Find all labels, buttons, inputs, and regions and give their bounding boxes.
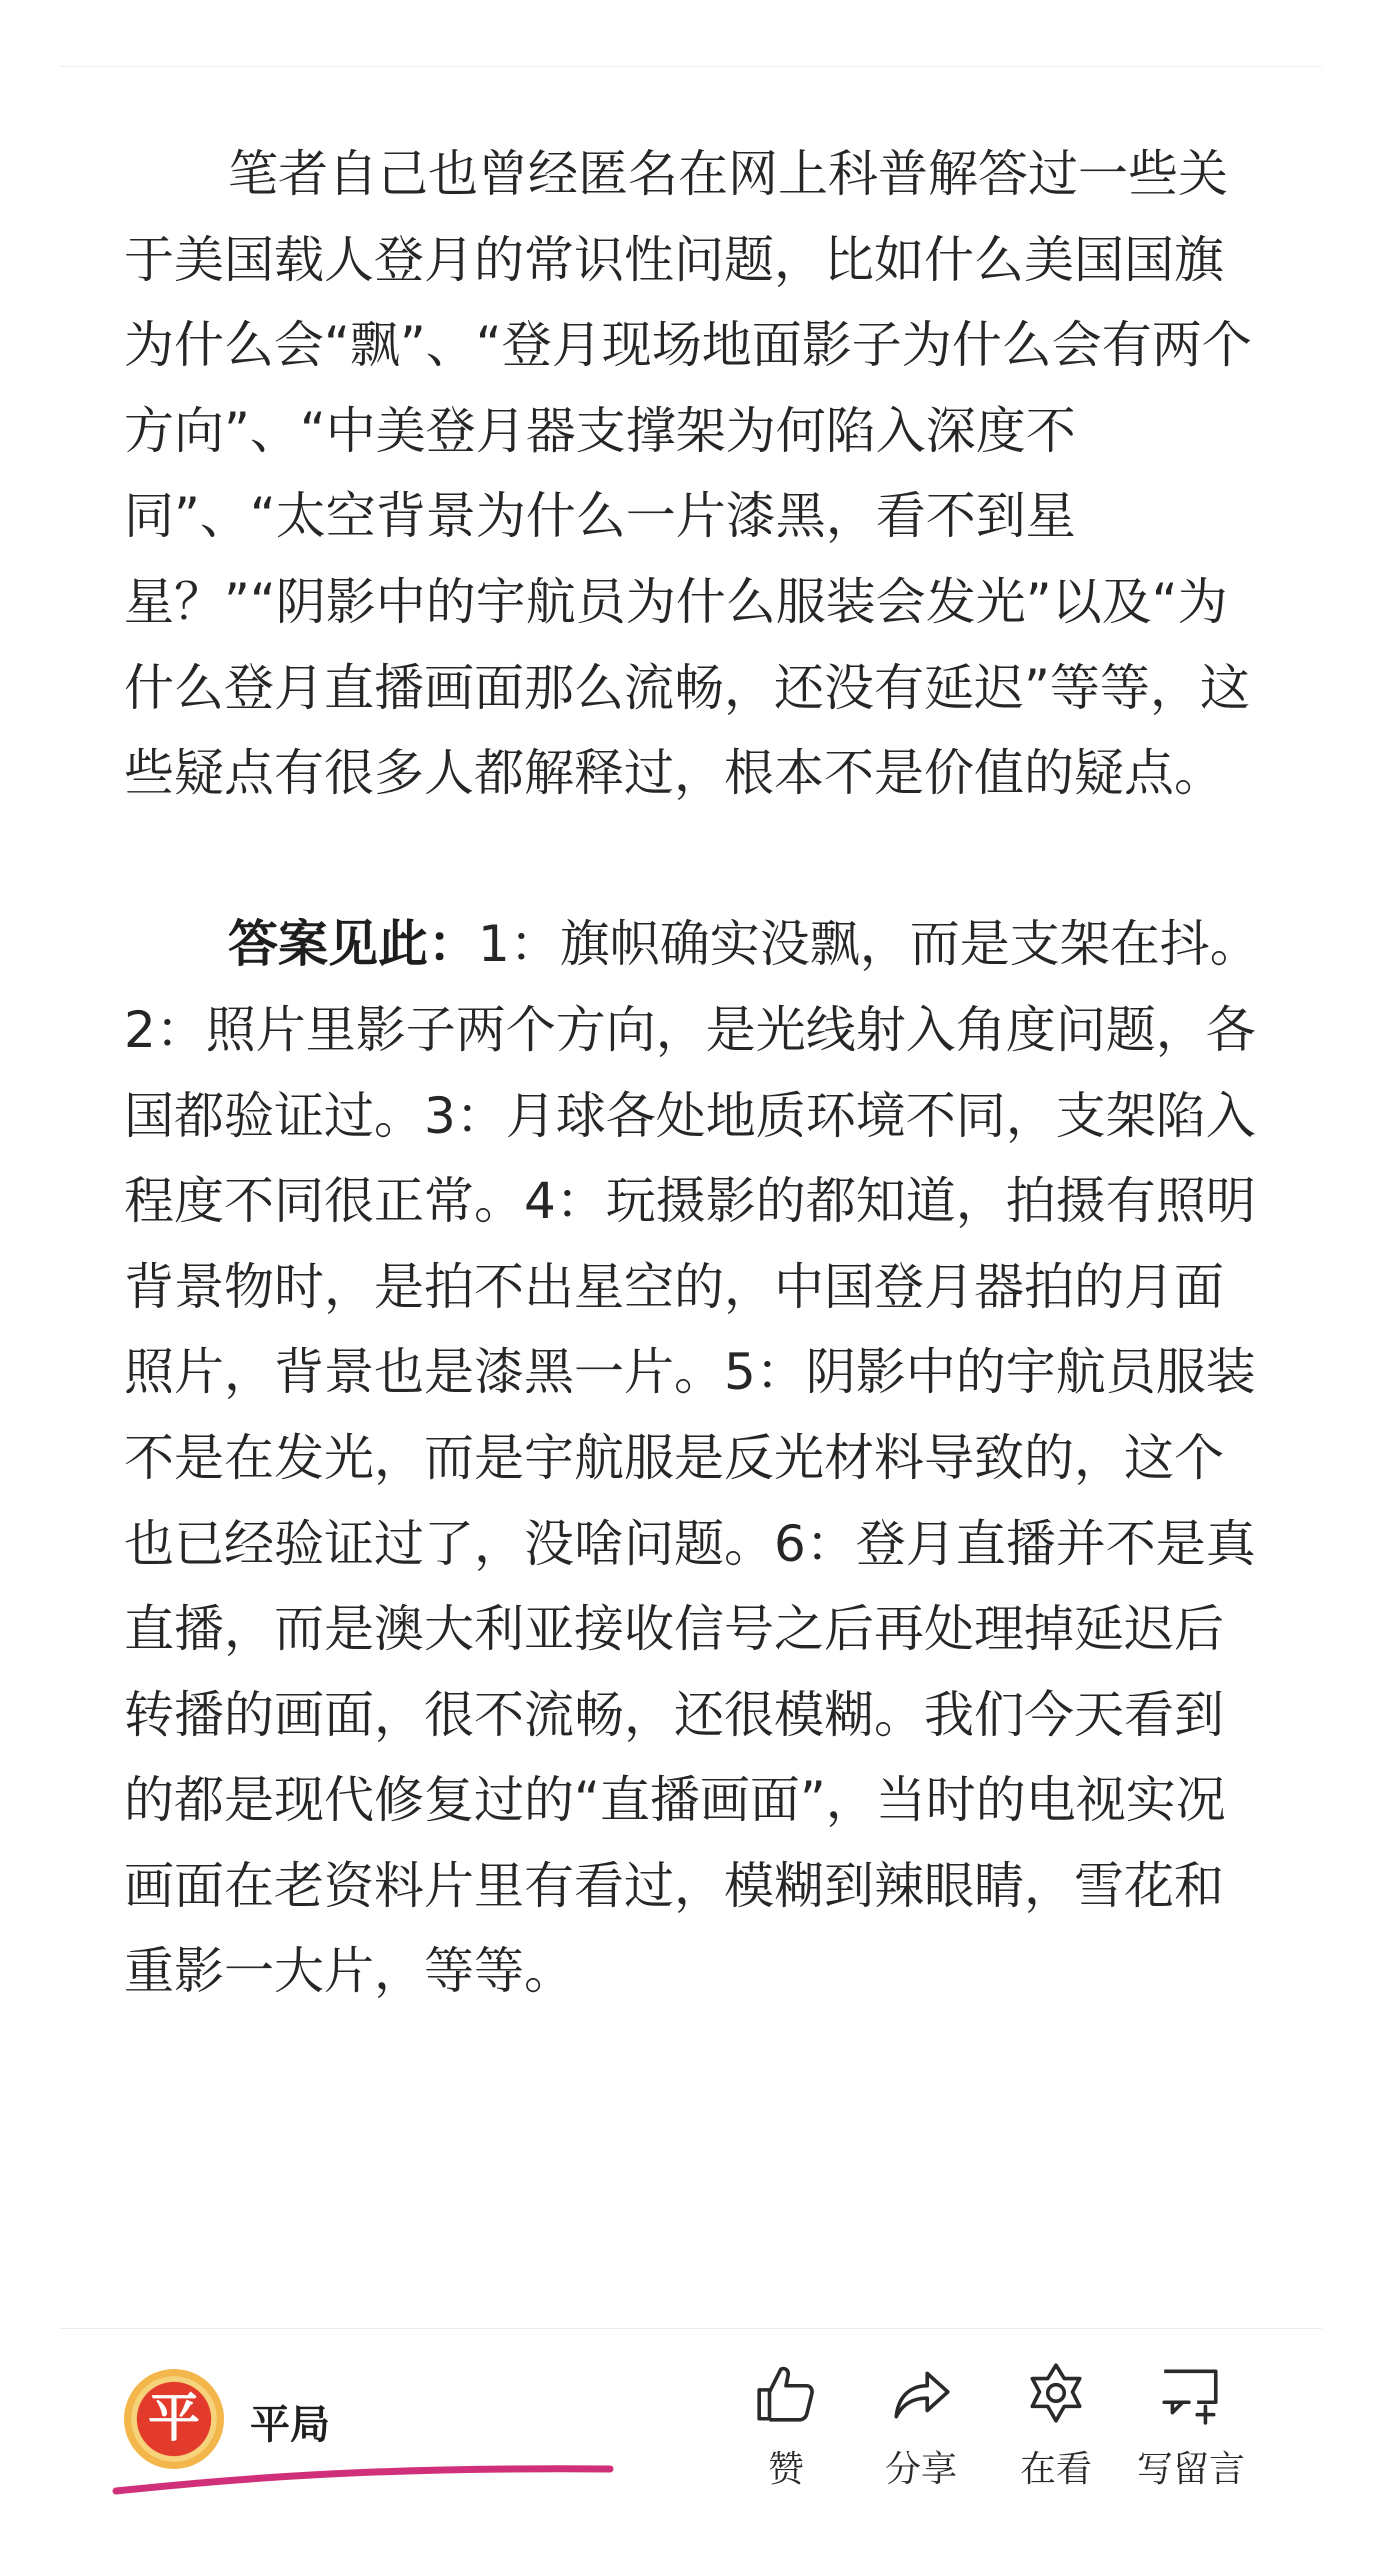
author-name[interactable]: 平局 xyxy=(250,2402,330,2448)
share-button[interactable] xyxy=(861,2351,981,2501)
write-comment-button[interactable] xyxy=(1131,2351,1251,2501)
share-icon xyxy=(888,2361,954,2427)
paragraph-2 xyxy=(124,902,1264,2015)
watching-label: 在看 xyxy=(1019,2449,1092,2490)
paragraph-1: 笔者自己也曾经匿名在网上科普解答过一些关于美国载人登月的常识性问题，比如什么美国国旗为什么会“飘”、“登月现场地面影子为什么会有两个方向”、“中美登月器支撑架为何陷入深度不同”、“太空背景为什么一片漆黑，看不到星星？”“阴影中的宇航员为什么服装会发光”以及“为什么登月直播画面那么流畅，还没有延迟”等等，这些疑点有很多人都解释过，根本不是价值的疑点。 xyxy=(124,145,1252,803)
watching-button[interactable] xyxy=(996,2351,1116,2501)
thumbs-up-icon xyxy=(753,2361,819,2427)
like-button[interactable] xyxy=(726,2351,846,2501)
answer-label: 答案见此： xyxy=(228,915,478,974)
like-label: 赞 xyxy=(767,2449,804,2490)
comment-icon xyxy=(1158,2361,1224,2427)
write-comment-label: 写留言 xyxy=(1136,2449,1245,2490)
share-label: 分享 xyxy=(884,2449,957,2490)
flower-icon xyxy=(1023,2361,1089,2427)
handdrawn-underline xyxy=(110,2449,620,2509)
bottom-bar xyxy=(0,2329,1382,2569)
article-body xyxy=(124,132,1264,2015)
top-divider xyxy=(60,66,1322,67)
avatar-character: 平 xyxy=(147,2388,200,2449)
answer-body: 1：旗帜确实没飘，而是支架在抖。2：照片里影子两个方向，是光线射入角度问题，各国都验证过。3：月球各处地质环境不同，支架陷入程度不同很正常。4：玩摄影的都知道，拍摄有照明背景物时，是拍不出星空的，中国登月器拍的月面照片，背景也是漆黑一片。5：阴影中的宇航员服装不是在发光，而是宇航服是反光材料导致的，这个也已经验证过了，没啥问题。6：登月直播并不是真直播，而是澳大利亚接收信号之后再处理掉延迟后转播的画面，很不流畅，还很模糊。我们今天看到的都是现代修复过的“直播画面”，当时的电视实况画面在老资料片里有看过，模糊到辣眼睛，雪花和重影一大片，等等。 xyxy=(124,915,1260,2001)
